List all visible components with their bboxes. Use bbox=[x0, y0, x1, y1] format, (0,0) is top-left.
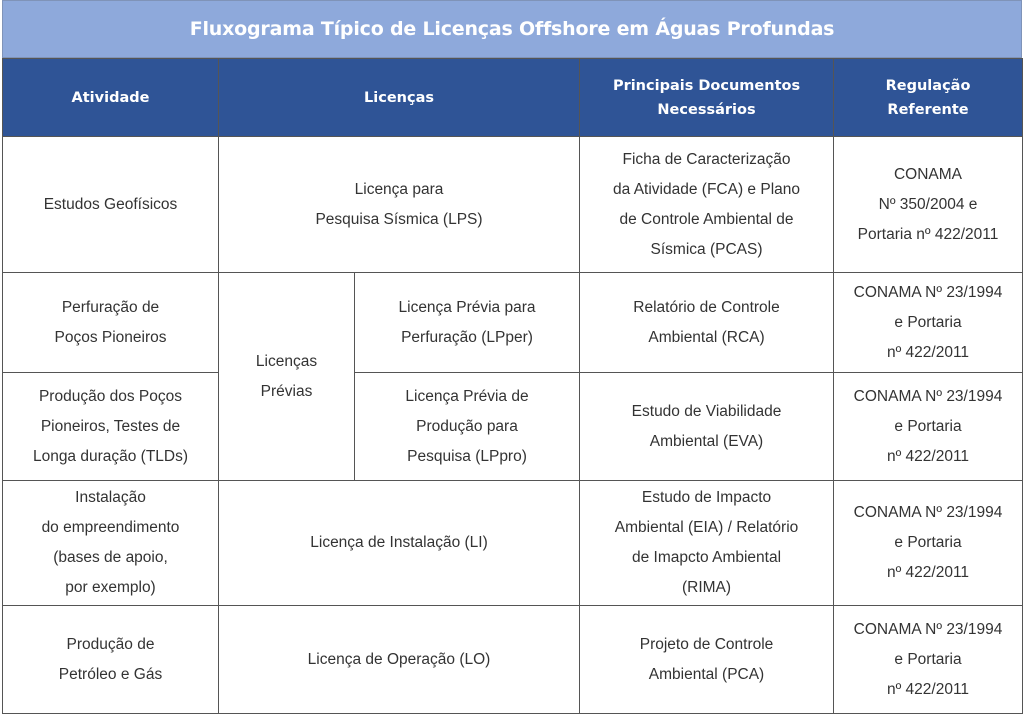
header-atividade: Atividade bbox=[3, 59, 219, 137]
cell-licencas-previas-group: Licenças Prévias bbox=[219, 273, 355, 481]
cell-licenca: Licença para Pesquisa Sísmica (LPS) bbox=[219, 137, 580, 273]
cell-licenca: Licença de Operação (LO) bbox=[219, 606, 580, 714]
cell-documentos: Estudo de Viabilidade Ambiental (EVA) bbox=[580, 373, 834, 481]
cell-documentos: Relatório de Controle Ambiental (RCA) bbox=[580, 273, 834, 373]
cell-regulacao: CONAMA Nº 23/1994 e Portaria nº 422/2011 bbox=[834, 273, 1023, 373]
cell-documentos: Estudo de Impacto Ambiental (EIA) / Relatório de Imapcto Ambiental (RIMA) bbox=[580, 481, 834, 606]
cell-atividade: Produção dos Poços Pioneiros, Testes de Longa duração (TLDs) bbox=[3, 373, 219, 481]
cell-atividade: Produção de Petróleo e Gás bbox=[3, 606, 219, 714]
cell-atividade: Instalação do empreendimento (bases de apoio, por exemplo) bbox=[3, 481, 219, 606]
cell-documentos: Projeto de Controle Ambiental (PCA) bbox=[580, 606, 834, 714]
cell-atividade: Perfuração de Poços Pioneiros bbox=[3, 273, 219, 373]
license-table bbox=[2, 58, 1023, 714]
header-documentos: Principais Documentos Necessários bbox=[580, 59, 834, 137]
license-flowchart bbox=[2, 0, 1022, 714]
table-row bbox=[3, 606, 1023, 714]
table-row bbox=[3, 481, 1023, 606]
cell-regulacao: CONAMA Nº 23/1994 e Portaria nº 422/2011 bbox=[834, 373, 1023, 481]
cell-regulacao: CONAMA Nº 23/1994 e Portaria nº 422/2011 bbox=[834, 606, 1023, 714]
table-row bbox=[3, 137, 1023, 273]
cell-licenca: Licença de Instalação (LI) bbox=[219, 481, 580, 606]
cell-documentos: Ficha de Caracterização da Atividade (FCA) e Plano de Controle Ambiental de Sísmica (PCAS) bbox=[580, 137, 834, 273]
header-row bbox=[3, 59, 1023, 137]
cell-regulacao: CONAMA Nº 350/2004 e Portaria nº 422/2011 bbox=[834, 137, 1023, 273]
cell-licenca: Licença Prévia de Produção para Pesquisa (LPpro) bbox=[355, 373, 580, 481]
table-row bbox=[3, 273, 1023, 373]
cell-licenca: Licença Prévia para Perfuração (LPper) bbox=[355, 273, 580, 373]
cell-regulacao: CONAMA Nº 23/1994 e Portaria nº 422/2011 bbox=[834, 481, 1023, 606]
table-row bbox=[3, 373, 1023, 481]
cell-atividade: Estudos Geofísicos bbox=[3, 137, 219, 273]
header-licencas: Licenças bbox=[219, 59, 580, 137]
table-title: Fluxograma Típico de Licenças Offshore em Águas Profundas bbox=[2, 0, 1022, 58]
header-regulacao: Regulação Referente bbox=[834, 59, 1023, 137]
